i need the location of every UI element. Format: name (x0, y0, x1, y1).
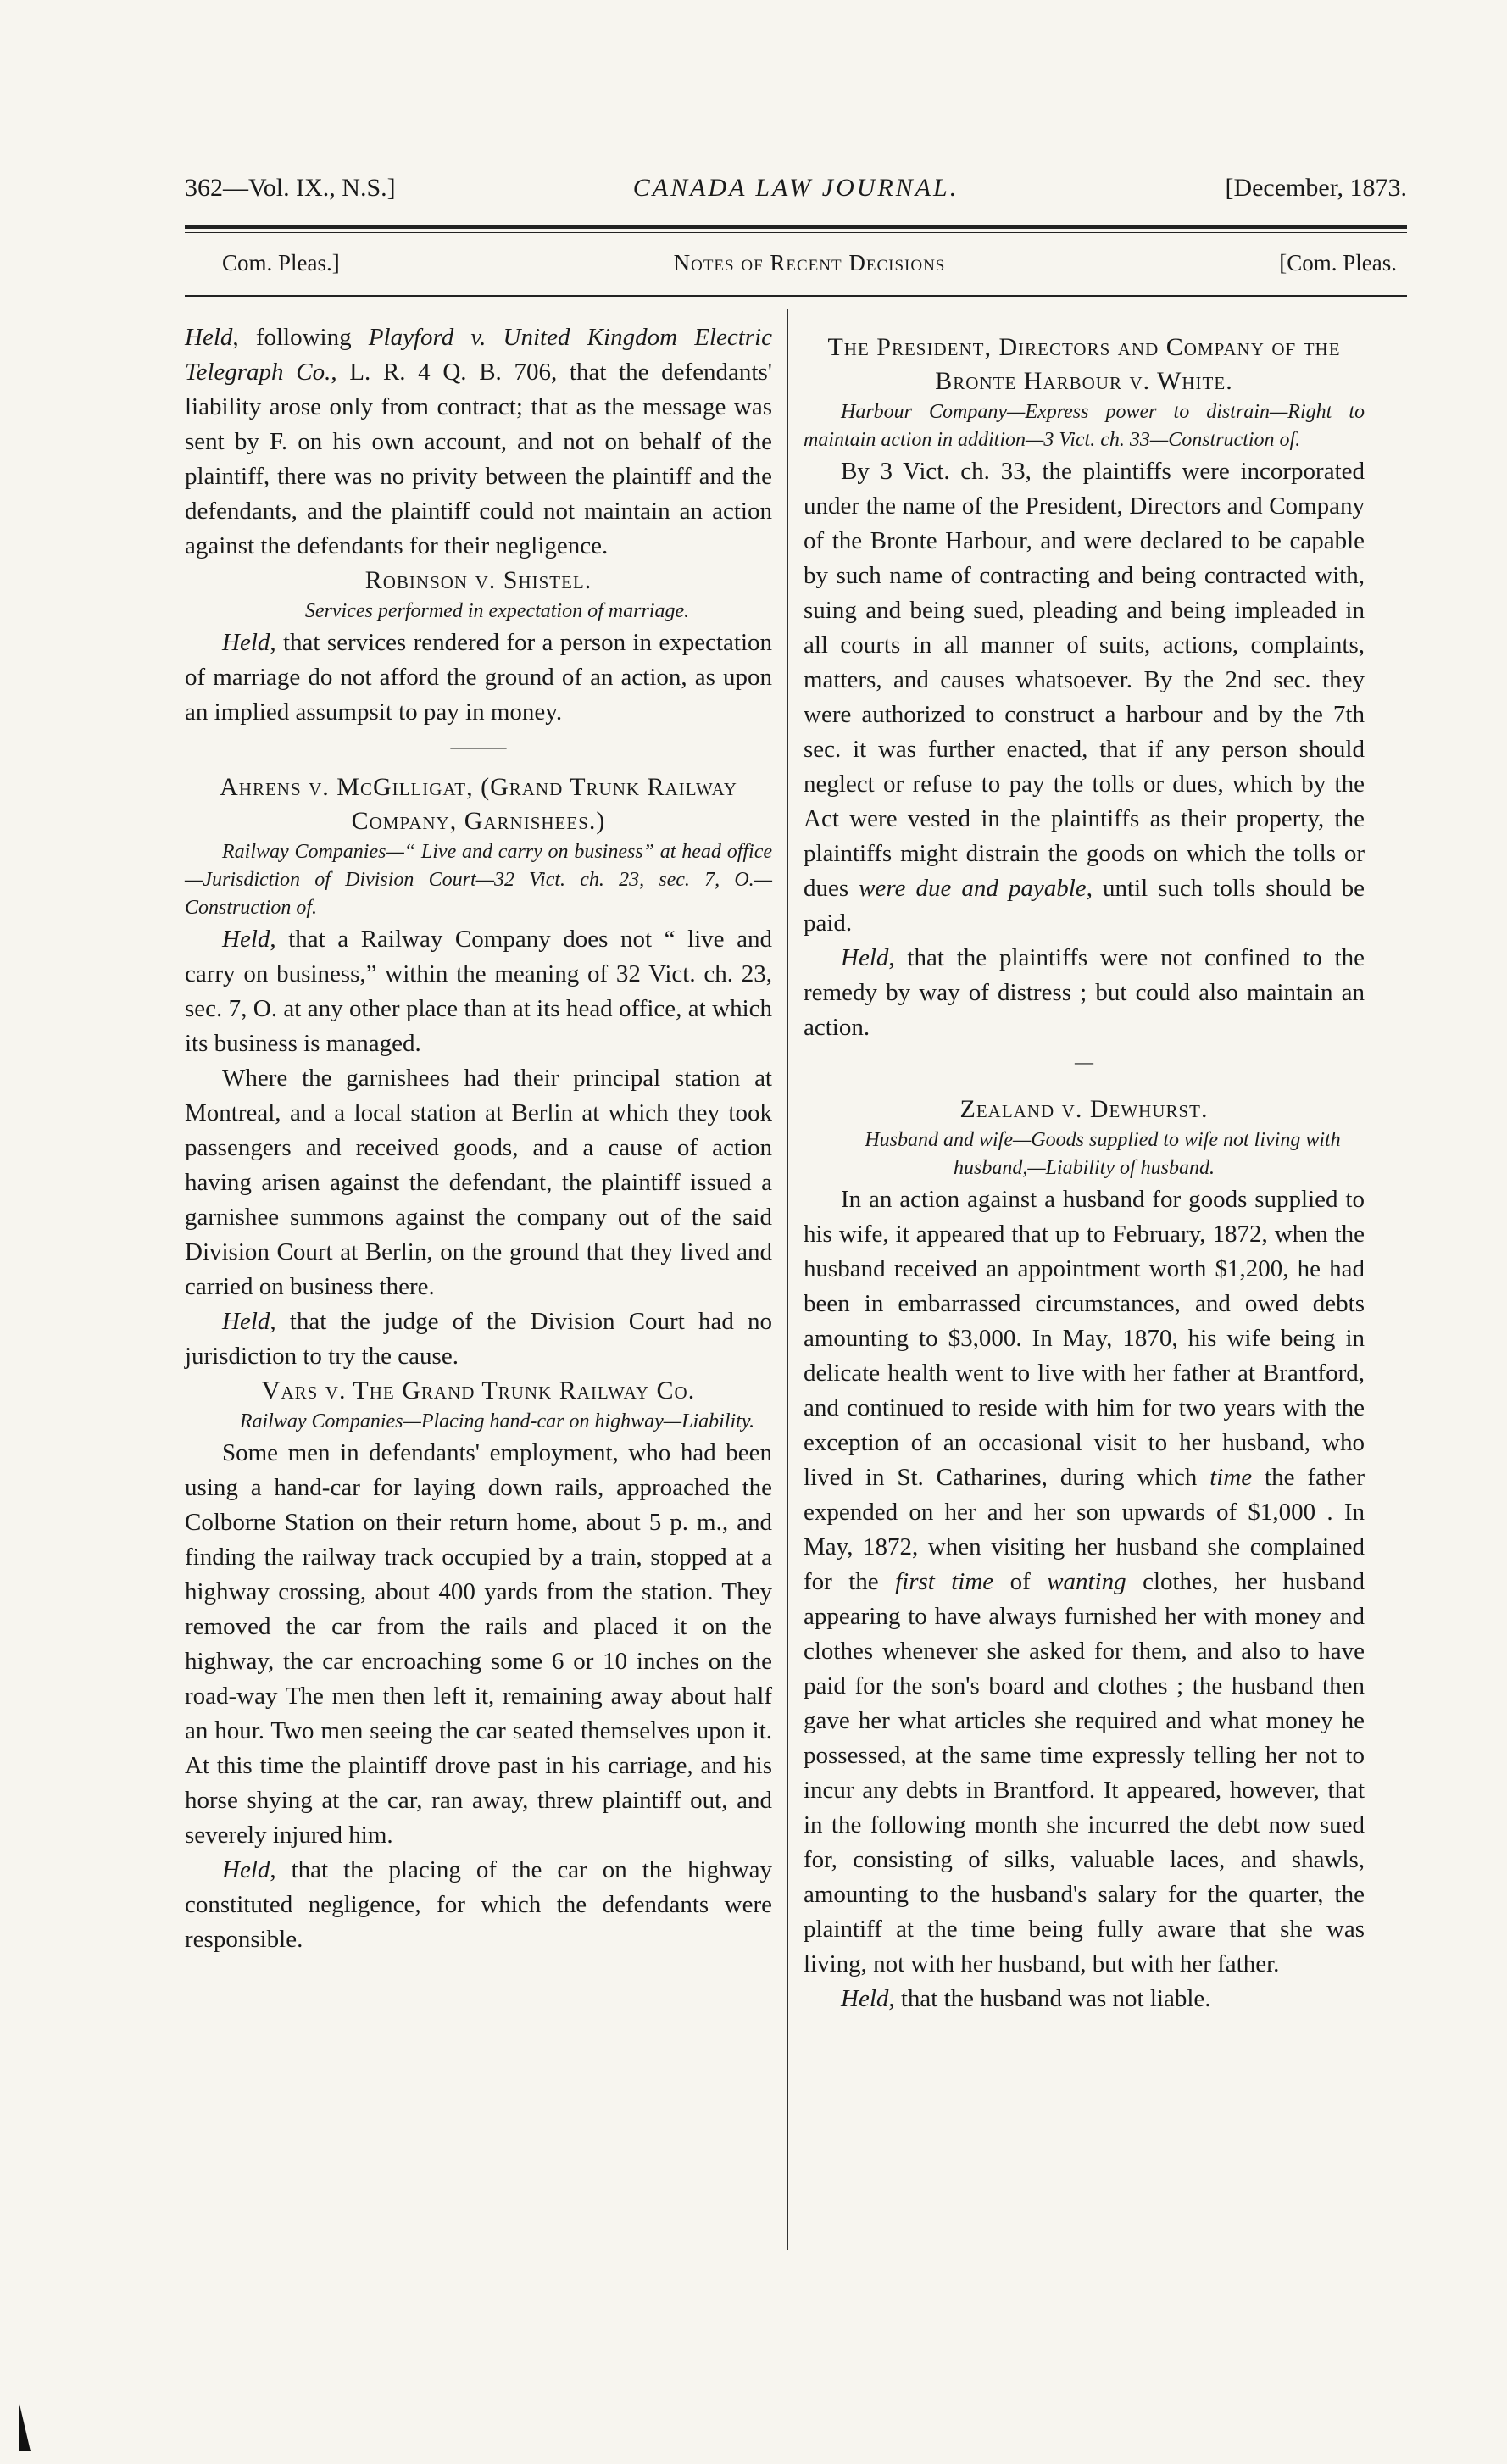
column-divider (787, 309, 788, 2250)
case-paragraph (804, 1182, 1365, 1982)
section-rule (185, 295, 1407, 297)
court-left: Com. Pleas.] (222, 250, 340, 275)
held-label: Held (841, 944, 889, 971)
case-paragraph (185, 320, 772, 564)
text-run: In an action against a husband for goods supplied to his wife, it appeared that up to February, 1872, when the husband received an appointment worth $1,200, he had been in embarrassed circumstances, and owed debts amounting to $3,000. In May, 1870, his wife being in delicate health went to live with her father at Brantford, and continued to reside with him for two years with the exception of an occasional visit to her husband, who lived in St. Catharines, during which (804, 1186, 1365, 1491)
case-headnote: Railway Companies—Placing hand-car on highway—Liability. (239, 1410, 755, 1432)
case-separator: — (1075, 1051, 1093, 1072)
text-run: , following (232, 324, 369, 351)
case-paragraph (804, 941, 1365, 1045)
text-run: , until such tolls should be paid. (804, 875, 1365, 937)
emphasis: first time (895, 1568, 994, 1595)
held-label: Held (841, 1985, 889, 2012)
case-separator: ——— (450, 736, 507, 757)
case-paragraph (185, 1304, 772, 1374)
scan-corner-mark (19, 2400, 31, 2451)
case-citation: Playford v. United Kingdom Electric Telegraph Co. (185, 324, 773, 386)
case-title: Robinson v. Shistel. (364, 566, 592, 594)
text-run: clothes, her husband appearing to have always furnished her with money and clothes whenever she asked for them, and also to have paid for the son's board and clothes ; the husband then gave her what articles she required and what money he possessed, at the same time expressly telling her not to incur any debts in Brantford. It appeared, however, that in the following month she incurred the debt now sued for, consisting of silks, valuable laces, and shawls, amounting to the husband's salary for the quarter, the plaintiff at the time being fully aware that she was living, not with her husband, but with her father. (804, 1568, 1365, 1977)
case-paragraph (185, 626, 772, 730)
case-paragraph: Some men in defendants' employment, who had been using a hand-car for laying down rails, approached the Colborne Station on their return home, about 5 p. m., and finding the railway track occupied by a train, stopped at a highway crossing, about 400 yards from the station. They removed the car from the rails and placed it on the highway, the car encroaching some 6 or 10 inches on the road-way The men then left it, remaining away about half an hour. Two men seeing the car seated themselves upon it. At this time the plaintiff drove past in his carriage, and his horse shying at the car, ran away, threw plaintiff out, and severely injured him. (185, 1439, 772, 1849)
case-title: Vars v. The Grand Trunk Railway Co. (261, 1377, 696, 1404)
case-headnote: Harbour Company—Express power to distrain—Right to maintain action in addition—3 Vict. ch. 33—Construction of. (804, 401, 1365, 451)
emphasis: were due and payable (859, 875, 1087, 902)
text-run: , that the judge of the Division Court had no jurisdiction to try the cause. (185, 1308, 772, 1370)
section-head (222, 250, 1397, 284)
case-title: The President, Directors and Company of the Bronte Harbour v. White. (827, 333, 1341, 395)
running-head (185, 174, 1407, 211)
held-label: Held (222, 1856, 270, 1883)
held-label: Held (222, 926, 270, 953)
case-paragraph (804, 454, 1365, 941)
case-paragraph (185, 1853, 772, 1957)
text-run: the father expended on her and her son upwards of $1,000 . In May, 1872, when visiting her husband she complained for the (804, 1464, 1365, 1595)
header-rule-thick (185, 225, 1407, 229)
held-label: Held (222, 629, 270, 656)
emphasis: wanting (1047, 1568, 1126, 1595)
text-run: , that services rendered for a person in expectation of marriage do not afford the ground of an action, as upon an implied assumpsit to pay in money. (185, 629, 772, 726)
case-headnote: Husband and wife—Goods supplied to wife not living with husband,—Liability of husband. (865, 1129, 1341, 1179)
held-label: Held (185, 324, 233, 351)
journal-title: CANADA LAW JOURNAL. (632, 174, 959, 202)
case-title: Zealand v. Dewhurst. (959, 1095, 1209, 1123)
text-run: of (993, 1568, 1048, 1595)
header-rule-thin (185, 232, 1407, 233)
case-paragraph: Where the garnishees had their principal station at Montreal, and a local station at Berlin at which they took passengers and received goods, and a cause of action having arisen against the defendant, the plaintiff issued a garnishee summons against the company out of the said Division Court at Berlin, on the ground that they lived and carried on business there. (185, 1065, 772, 1300)
case-paragraph (804, 1982, 1365, 2016)
right-column (804, 320, 1365, 2016)
case-title: Ahrens v. McGilligat, (Grand Trunk Railway Company, Garnishees.) (220, 773, 737, 835)
text-run: , that the placing of the car on the highway constituted negligence, for which the defendants were responsible. (185, 1856, 772, 1953)
text-run: , that a Railway Company does not “ live and carry on business,” within the meaning of 32 Vict. ch. 23, sec. 7, O. at any other place than at its head office, at which its business is managed. (185, 926, 772, 1057)
text-run: By 3 Vict. ch. 33, the plaintiffs were incorporated under the name of the President, Directors and Company of the Bronte Harbour, and were declared to be capable by such name of contracting and being contracted with, suing and being sued, pleading and being impleaded in all courts in all manner of suits, actions, complaints, matters, and causes whatsoever. By the 2nd sec. they were authorized to construct a harbour and by the 7th sec. it was further enacted, that if any person should neglect or refuse to pay the tolls or dues, which by the Act were vested in the plaintiffs as their property, the plaintiffs might distrain the goods on which the tolls or dues (804, 458, 1365, 902)
text-run: , that the plaintiffs were not confined to the remedy by way of distress ; but could also maintain an action. (804, 944, 1365, 1041)
page-number-volume: 362—Vol. IX., N.S.] (185, 174, 396, 202)
issue-date: [December, 1873. (1225, 174, 1407, 202)
emphasis: time (1209, 1464, 1253, 1491)
text-run: , that the husband was not liable. (888, 1985, 1211, 2012)
left-column (185, 320, 772, 1957)
case-headnote: Railway Companies—“ Live and carry on business” at head office—Jurisdiction of Division Court—32 Vict. ch. 23, sec. 7, O.—Construction of. (185, 841, 772, 919)
text-run: , L. R. 4 Q. B. 706, that the defendants' liability arose only from contract; that as the message was sent by F. on his own account, and not on behalf of the plaintiff, there was no privity between the plaintiff and the defendants, and the plaintiff could not maintain an action against the defendants for their negligence. (185, 359, 772, 559)
case-headnote: Services performed in expectation of marriage. (304, 600, 690, 622)
section-title: Notes of Recent Decisions (673, 250, 946, 275)
case-paragraph (185, 922, 772, 1061)
court-right: [Com. Pleas. (1279, 250, 1397, 275)
held-label: Held (222, 1308, 270, 1335)
